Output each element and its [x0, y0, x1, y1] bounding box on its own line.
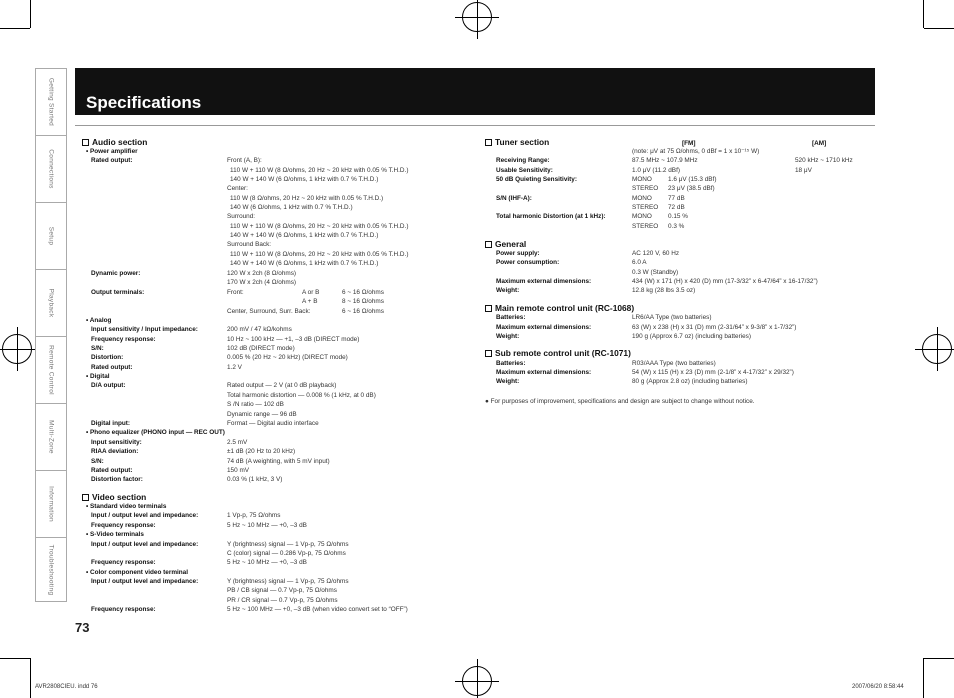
spec-value: 140 W + 140 W (6 Ω/ohms, 1 kHz with 0.7 % T.H.D.) — [230, 260, 379, 267]
tab-multi-zone[interactable]: Multi-Zone — [35, 403, 67, 470]
spec-value: 140 W + 140 W (6 Ω/ohms, 1 kHz with 0.7 % T.H.D.) — [230, 232, 379, 239]
spec-note: (note: μV at 75 Ω/ohms, 0 dBf = 1 x 10⁻¹⁵ W) — [632, 148, 760, 155]
crop-mark — [924, 658, 954, 659]
crop-mark — [0, 658, 30, 659]
spec-value: ±1 dB (20 Hz to 20 kHz) — [227, 448, 296, 455]
spec-value: 0.3 W (Standby) — [632, 269, 679, 276]
spec-value: MONO — [632, 176, 652, 183]
fm-column-header: [FM] — [682, 140, 696, 147]
tab-information[interactable]: Information — [35, 470, 67, 537]
spec-value: 6 ~ 16 Ω/ohms — [342, 289, 384, 296]
spec-value: 1.0 μV (11.2 dBf) — [632, 167, 680, 174]
am-column-header: [AM] — [812, 140, 827, 147]
spec-value: 5 Hz ~ 10 MHz — +0, –3 dB — [227, 559, 307, 566]
improvement-note: ● For purposes of improvement, specifications and design are subject to change without notice. — [485, 398, 755, 405]
spec-value: STEREO — [632, 223, 659, 230]
spec-value: 2.5 mV — [227, 439, 248, 446]
spec-value: 0.15 % — [668, 213, 688, 220]
rated-output-label: Rated output: — [91, 157, 133, 164]
spec-value: Y (brightness) signal — 1 Vp-p, 75 Ω/ohms — [227, 541, 349, 548]
crop-mark — [923, 658, 924, 698]
subsection-label: • Analog — [86, 317, 112, 324]
main-remote-section-heading: Main remote control unit (RC-1068) — [485, 303, 634, 313]
spec-value: Total harmonic distortion — 0.008 % (1 kHz, at 0 dB) — [227, 392, 376, 399]
spec-value: Format — Digital audio interface — [227, 420, 319, 427]
spec-value: 5 Hz ~ 10 MHz — +0, –3 dB — [227, 522, 307, 529]
spec-value: Y (brightness) signal — 1 Vp-p, 75 Ω/ohms — [227, 578, 349, 585]
spec-value: 54 (W) x 115 (H) x 23 (D) mm (2-1/8” x 4-17/32” x 29/32”) — [632, 369, 794, 376]
spec-label: Frequency response: — [91, 559, 156, 566]
spec-label: Weight: — [496, 378, 520, 385]
spec-label: Power supply: — [496, 250, 540, 257]
spec-value: PR / CR signal — 0.7 Vp-p, 75 Ω/ohms — [227, 597, 338, 604]
page-number: 73 — [75, 620, 90, 635]
spec-value: 12.8 kg (28 lbs 3.5 oz) — [632, 287, 696, 294]
spec-value: 170 W x 2ch (4 Ω/ohms) — [227, 279, 297, 286]
power-amp-label: • Power amplifier — [86, 148, 138, 155]
spec-label: Weight: — [496, 287, 520, 294]
registration-mark — [462, 666, 492, 696]
spec-value: 6 ~ 16 Ω/ohms — [342, 308, 384, 315]
tab-getting-started[interactable]: Getting Started — [35, 68, 67, 135]
subsection-label: • Digital — [86, 373, 110, 380]
spec-label: Distortion: — [91, 354, 124, 361]
spec-value: 140 W + 140 W (6 Ω/ohms, 1 kHz with 0.7 % T.H.D.) — [230, 176, 379, 183]
crop-mark — [923, 0, 924, 28]
tab-connections[interactable]: Connections — [35, 135, 67, 202]
spec-label: Frequency response: — [91, 522, 156, 529]
crop-mark — [924, 28, 954, 29]
spec-value: 140 W (6 Ω/ohms, 1 kHz with 0.7 % T.H.D.) — [230, 204, 353, 211]
spec-label: Power consumption: — [496, 259, 560, 266]
spec-label: S/N: — [91, 458, 104, 465]
registration-mark — [922, 334, 952, 364]
spec-value: STEREO — [632, 185, 659, 192]
registration-mark — [2, 334, 32, 364]
footer-timestamp: 2007/06/20 8:58:44 — [852, 684, 904, 690]
general-section-heading: General — [485, 239, 526, 249]
spec-value: AC 120 V, 60 Hz — [632, 250, 680, 257]
spec-value: 10 Hz ~ 100 kHz — +1, –3 dB (DIRECT mode) — [227, 336, 360, 343]
spec-label: Usable Sensitivity: — [496, 167, 553, 174]
spec-value: 1 Vp-p, 75 Ω/ohms — [227, 512, 281, 519]
spec-value: A + B — [302, 298, 318, 305]
spec-label: D/A output: — [91, 382, 126, 389]
spec-label: Input sensitivity / Input impedance: — [91, 326, 198, 333]
spec-value: 150 mV — [227, 467, 250, 474]
spec-label: Rated output: — [91, 364, 133, 371]
video-section-heading: Video section — [82, 492, 146, 502]
subsection-label: • S-Video terminals — [86, 531, 144, 538]
spec-label: Input / output level and impedance: — [91, 541, 199, 548]
spec-value: PB / CB signal — 0.7 Vp-p, 75 Ω/ohms — [227, 587, 337, 594]
spec-value: Surround: — [227, 213, 256, 220]
spec-value: 434 (W) x 171 (H) x 420 (D) mm (17-3/32” x 6-47/64” x 16-17/32”) — [632, 278, 818, 285]
spec-label: Receiving Range: — [496, 157, 550, 164]
crop-mark — [30, 0, 31, 28]
spec-value: Front: — [227, 289, 244, 296]
footer-file: AVR2808CIEU. indd 76 — [35, 684, 98, 690]
tuner-section-heading: Tuner section — [485, 137, 549, 147]
spec-value: 110 W + 110 W (8 Ω/ohms, 20 Hz ~ 20 kHz with 0.05 % T.H.D.) — [230, 251, 409, 258]
spec-label: Rated output: — [91, 467, 133, 474]
spec-value: 110 W + 110 W (8 Ω/ohms, 20 Hz ~ 20 kHz with 0.05 % T.H.D.) — [230, 223, 409, 230]
spec-label: Total harmonic Distortion (at 1 kHz): — [496, 213, 606, 220]
spec-value: Rated output — 2 V (at 0 dB playback) — [227, 382, 337, 389]
spec-value: 63 (W) x 238 (H) x 31 (D) mm (2-31/64” x 9-3/8” x 1-7/32”) — [632, 324, 797, 331]
subsection-label: • Standard video terminals — [86, 503, 167, 510]
spec-value: 190 g (Approx 6.7 oz) (including batteries) — [632, 333, 752, 340]
crop-mark — [30, 658, 31, 698]
subsection-label: • Phono equalizer (PHONO input — REC OUT) — [86, 429, 225, 436]
spec-value: LR6/AA Type (two batteries) — [632, 314, 712, 321]
registration-mark — [462, 2, 492, 32]
spec-value: C (color) signal — 0.286 Vp-p, 75 Ω/ohms — [227, 550, 346, 557]
spec-value: 80 g (Approx 2.8 oz) (including batteries) — [632, 378, 748, 385]
divider — [75, 125, 875, 126]
spec-value: 120 W x 2ch (8 Ω/ohms) — [227, 270, 297, 277]
spec-value: S /N ratio — 102 dB — [227, 401, 284, 408]
spec-label: Maximum external dimensions: — [496, 324, 592, 331]
spec-label: Digital input: — [91, 420, 131, 427]
spec-label: Input / output level and impedance: — [91, 512, 199, 519]
spec-value: 110 W (8 Ω/ohms, 20 Hz ~ 20 kHz with 0.05 % T.H.D.) — [230, 195, 384, 202]
spec-value: Center: — [227, 185, 248, 192]
tab-remote-control[interactable]: Remote Control — [35, 336, 67, 403]
spec-label: S/N (IHF-A): — [496, 195, 532, 202]
spec-value: 102 dB (DIRECT mode) — [227, 345, 295, 352]
spec-label: Batteries: — [496, 360, 526, 367]
spec-value: 1.2 V — [227, 364, 242, 371]
tab-playback[interactable]: Playback — [35, 269, 67, 336]
spec-label: Dynamic power: — [91, 270, 141, 277]
spec-value: STEREO — [632, 204, 659, 211]
spec-label: Frequency response: — [91, 336, 156, 343]
spec-value: 72 dB — [668, 204, 685, 211]
crop-mark — [0, 28, 30, 29]
sub-remote-section-heading: Sub remote control unit (RC-1071) — [485, 348, 631, 358]
spec-value: 0.03 % (1 kHz, 3 V) — [227, 476, 283, 483]
spec-value: MONO — [632, 213, 652, 220]
spec-value: 520 kHz ~ 1710 kHz — [795, 157, 853, 164]
spec-label: Batteries: — [496, 314, 526, 321]
spec-value: 1.6 μV (15.3 dBf) — [668, 176, 717, 183]
audio-section-heading: Audio section — [82, 137, 147, 147]
spec-value: Dynamic range — 96 dB — [227, 411, 297, 418]
spec-label: Input / output level and impedance: — [91, 578, 199, 585]
spec-label: Maximum external dimensions: — [496, 278, 592, 285]
spec-value: 74 dB (A weighting, with 5 mV input) — [227, 458, 330, 465]
spec-value: Surround Back: — [227, 241, 272, 248]
spec-label: 50 dB Quieting Sensitivity: — [496, 176, 577, 183]
spec-value: 8 ~ 16 Ω/ohms — [342, 298, 384, 305]
spec-label: Input sensitivity: — [91, 439, 142, 446]
spec-label: Maximum external dimensions: — [496, 369, 592, 376]
tab-troubleshooting[interactable]: Troubleshooting — [35, 537, 67, 602]
spec-value: 77 dB — [668, 195, 685, 202]
section-tabs — [35, 68, 67, 602]
spec-value: 18 μV — [795, 167, 812, 174]
spec-value: A or B — [302, 289, 320, 296]
spec-label: Frequency response: — [91, 606, 156, 613]
spec-label: Distortion factor: — [91, 476, 143, 483]
spec-value: R03/AAA Type (two batteries) — [632, 360, 716, 367]
spec-value: 200 mV / 47 kΩ/kohms — [227, 326, 292, 333]
spec-label: RIAA deviation: — [91, 448, 139, 455]
spec-value: 23 μV (38.5 dBf) — [668, 185, 715, 192]
spec-value: 0.005 % (20 Hz ~ 20 kHz) (DIRECT mode) — [227, 354, 348, 361]
spec-value: MONO — [632, 195, 652, 202]
spec-value: Front (A, B): — [227, 157, 262, 164]
spec-value: 6.0 A — [632, 259, 647, 266]
spec-value: 87.5 MHz ~ 107.9 MHz — [632, 157, 698, 164]
spec-label: S/N: — [91, 345, 104, 352]
spec-value: 0.3 % — [668, 223, 685, 230]
spec-value: 5 Hz ~ 100 MHz — +0, –3 dB (when video convert set to “OFF”) — [227, 606, 408, 613]
spec-value: Center, Surround, Surr. Back: — [227, 308, 311, 315]
spec-label: Weight: — [496, 333, 520, 340]
spec-label: Output terminals: — [91, 289, 145, 296]
subsection-label: • Color component video terminal — [86, 569, 189, 576]
spec-value: 110 W + 110 W (8 Ω/ohms, 20 Hz ~ 20 kHz with 0.05 % T.H.D.) — [230, 167, 409, 174]
page-title: Specifications — [86, 93, 202, 112]
tab-setup[interactable]: Setup — [35, 202, 67, 269]
